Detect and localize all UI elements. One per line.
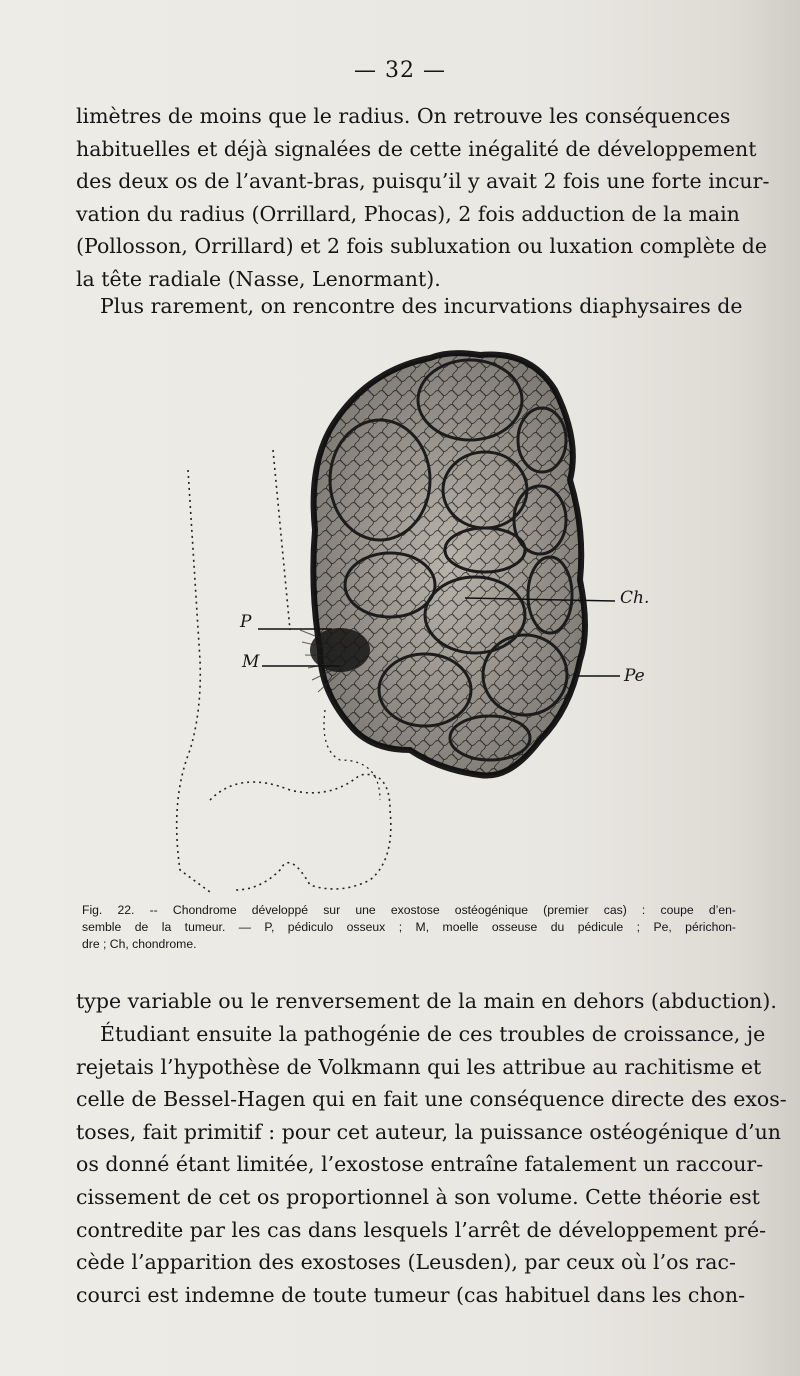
text-line: rejetais l’hypothèse de Volkmann qui les attribue au rachitisme et [76,1054,762,1079]
caption-line: dre ; Ch, chondrome. [82,937,197,951]
paragraph-1 [76,100,770,296]
label-p: P [240,612,252,632]
text-line: os donné étant limitée, l’exostose entraîne fatalement un raccour- [76,1152,764,1177]
text-line: habituelles et déjà signalées de cette inégalité de développement [76,136,757,161]
text-line: (Pollosson, Orrillard) et 2 fois subluxation ou luxation complète de [76,234,767,259]
text-line: toses, fait primitif : pour cet auteur, la puissance ostéogénique d’un [76,1119,782,1144]
text-line: des deux os de l’avant-bras, puisqu’il y avait 2 fois une forte incur- [76,169,770,194]
text-line: cissement de cet os proportionnel à son volume. Cette théorie est [76,1184,760,1209]
text-line: la tête radiale (Nasse, Lenormant). [76,266,441,291]
label-pe: Pe [624,666,645,686]
text-line: cède l’apparition des exostoses (Leusden), par ceux où l’os rac- [76,1250,736,1275]
text-line: courci est indemne de toute tumeur (cas habituel dans les chon- [76,1282,746,1307]
text-line: contredite par les cas dans lesquels l’arrêt de développement pré- [76,1217,767,1242]
label-ch: Ch. [620,588,650,608]
paragraph-4 [76,1018,787,1311]
figure-caption [82,902,736,953]
text-line: Étudiant ensuite la pathogénie de ces troubles de croissance, je [100,1022,766,1046]
text-line: type variable ou le renversement de la main en dehors (abduction). [76,989,777,1013]
page-number: — 32 — [354,58,446,83]
caption-line: Fig. 22. -- Chondrome développé sur une exostose ostéogénique (premier cas) : coupe d’en- [82,903,736,917]
text-line: celle de Bessel-Hagen qui en fait une conséquence directe des exos- [76,1087,787,1112]
figure-illustration [140,330,700,900]
label-m: M [242,652,260,672]
caption-line: semble de la tumeur. — P, pédiculo osseux ; M, moelle osseuse du pédicule ; Pe, périchon- [82,920,736,934]
paragraph-3 [76,985,777,1018]
tumor-drawing [140,330,700,900]
text-line: Plus rarement, on rencontre des incurvations diaphysaires de [100,294,743,318]
text-line: limètres de moins que le radius. On retrouve les conséquences [76,104,731,128]
paragraph-2 [76,290,743,323]
text-line: vation du radius (Orrillard, Phocas), 2 fois adduction de la main [76,201,740,226]
